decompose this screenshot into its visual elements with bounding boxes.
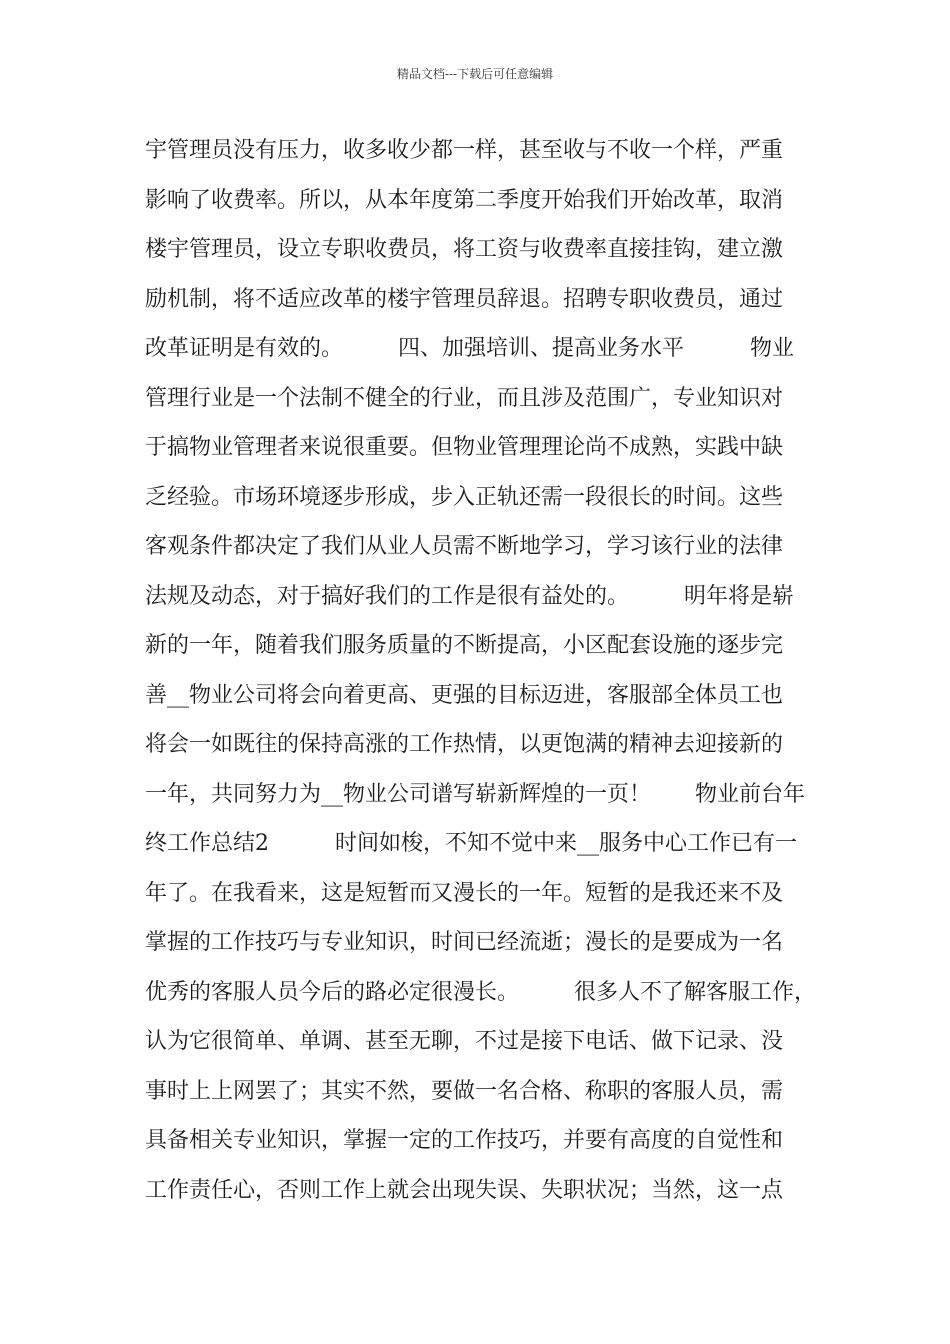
text-line: 优秀的客服人员今后的路必定很漫长。 很多人不了解客服工作， — [145, 979, 817, 1005]
text-line: 终工作总结2 时间如梭，不知不觉中来__服务中心工作已有一 — [145, 831, 797, 856]
text-line: 法规及动态，对于搞好我们的工作是很有益处的。 明年将是崭 — [145, 583, 795, 609]
text-line: 一年，共同努力为__物业公司谱写崭新辉煌的一页！ 物业前台年 — [145, 781, 806, 807]
text-line: 善__物业公司将会向着更高、更强的目标迈进，客服部全体员工也 — [145, 682, 784, 708]
text-line: 励机制，将不适应改革的楼宇管理员辞退。招聘专职收费员，通过 — [145, 286, 784, 312]
text-line: 工作责任心，否则工作上就会出现失误、失职状况；当然，这一点 — [145, 1177, 784, 1203]
text-line: 改革证明是有效的。 四、加强培训、提高业务水平 物业 — [145, 336, 795, 361]
text-line: 客观条件都决定了我们从业人员需不断地学习，学习该行业的法律 — [145, 534, 784, 559]
text-line: 影响了收费率。所以，从本年度第二季度开始我们开始改革，取消 — [145, 187, 784, 213]
text-line: 年了。在我看来，这是短暂而又漫长的一年。短暂的是我还来不及 — [145, 880, 784, 906]
text-line: 新的一年，随着我们服务质量的不断提高，小区配套设施的逐步完 — [145, 633, 784, 658]
text-line: 宇管理员没有压力，收多收少都一样，甚至收与不收一个样，严重 — [145, 138, 784, 163]
text-line: 乏经验。市场环境逐步形成，步入正轨还需一段很长的时间。这些 — [145, 484, 784, 510]
text-line: 具备相关专业知识，掌握一定的工作技巧，并要有高度的自觉性和 — [145, 1128, 784, 1153]
text-line: 将会一如既往的保持高涨的工作热情，以更饱满的精神去迎接新的 — [145, 732, 784, 757]
text-line: 事时上上网罢了；其实不然，要做一名合格、称职的客服人员，需 — [145, 1078, 784, 1104]
text-line: 认为它很简单、单调、甚至无聊，不过是接下电话、做下记录、没 — [145, 1029, 784, 1054]
text-line: 楼宇管理员，设立专职收费员，将工资与收费率直接挂钩，建立激 — [145, 237, 784, 262]
text-line: 掌握的工作技巧与专业知识，时间已经流逝；漫长的是要成为一名 — [145, 930, 784, 955]
header-note: 精品文档---下载后可任意编辑 — [396, 67, 554, 81]
text-line: 管理行业是一个法制不健全的行业，而且涉及范围广，专业知识对 — [145, 385, 784, 411]
body-text — [145, 131, 825, 1220]
text-line: 于搞物业管理者来说很重要。但物业管理理论尚不成熟，实践中缺 — [145, 435, 784, 460]
